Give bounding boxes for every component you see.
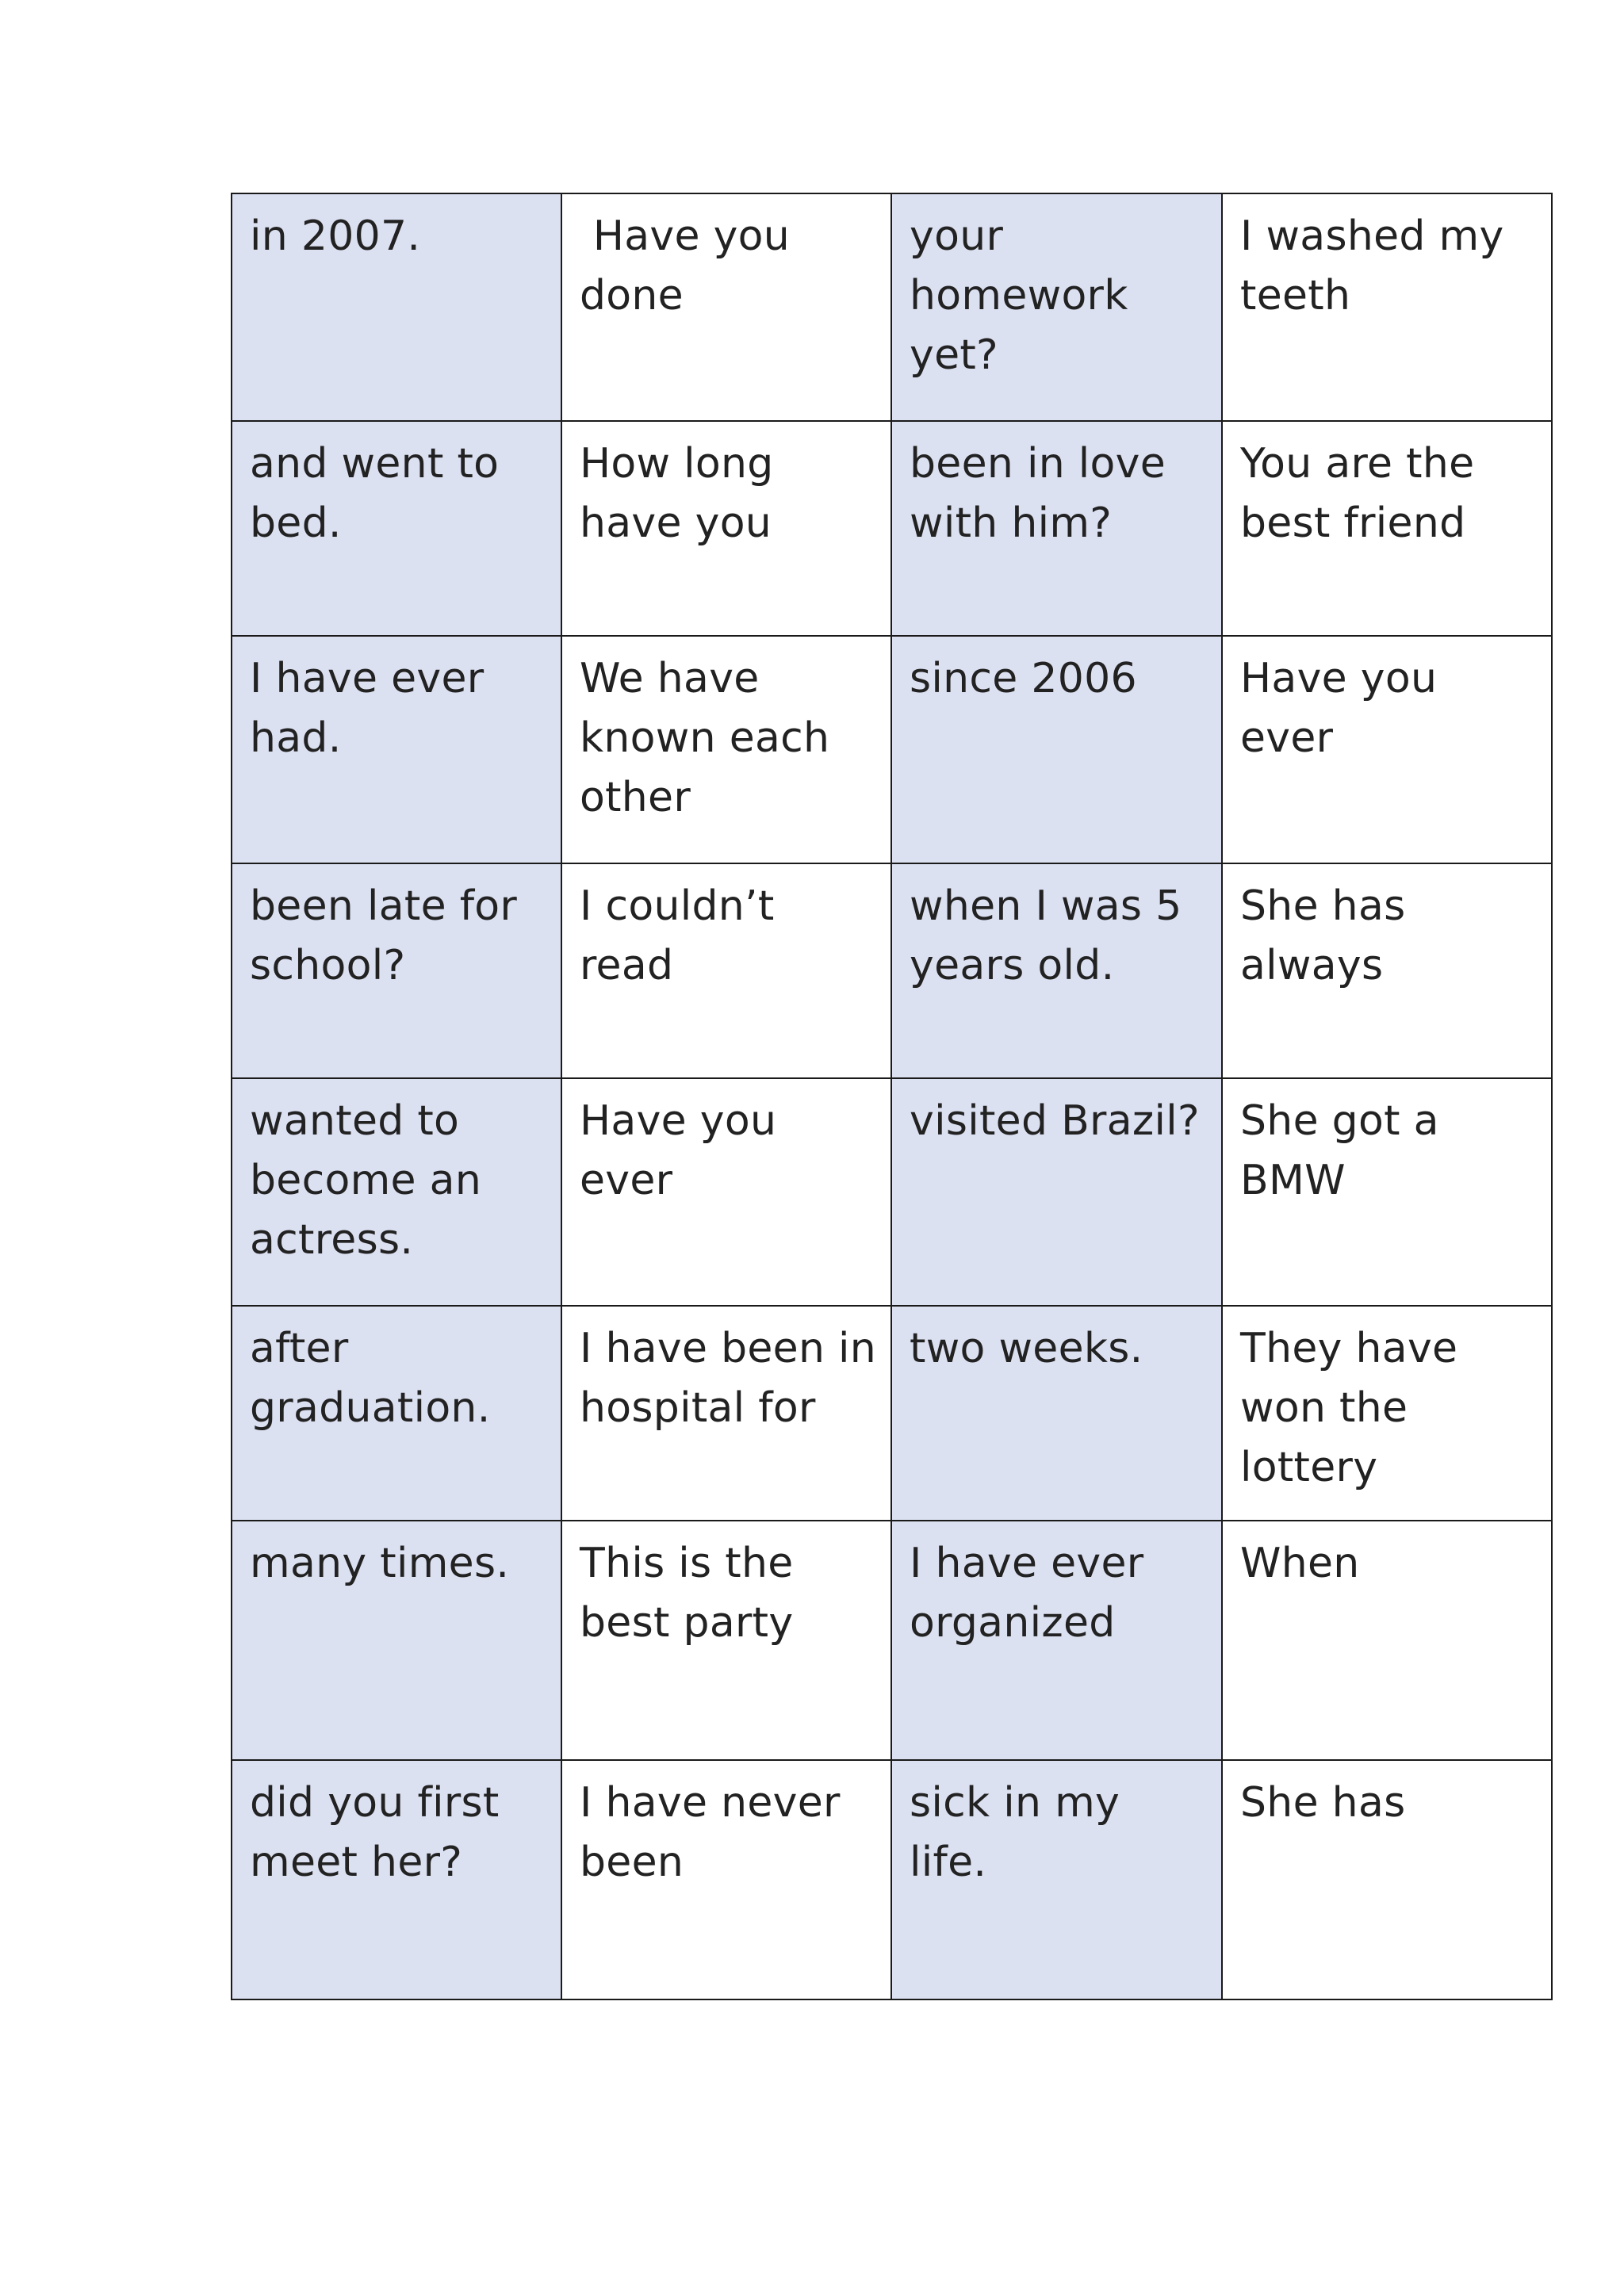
card-cell: When (1222, 1521, 1552, 1760)
card-cell: I washed my teeth (1222, 193, 1552, 421)
card-cell: wanted to become an actress. (232, 1078, 561, 1306)
card-cell: I couldn’t read (561, 863, 891, 1078)
card-cell: You are the best friend (1222, 421, 1552, 636)
card-cell: We have known each other (561, 636, 891, 863)
card-cell: Have you ever (1222, 636, 1552, 863)
card-cell: Have you ever (561, 1078, 891, 1306)
card-cell: How long have you (561, 421, 891, 636)
table-row (232, 1760, 1552, 1999)
card-cell: I have never been (561, 1760, 891, 1999)
card-cell: and went to bed. (232, 421, 561, 636)
card-cell: They have won the lottery (1222, 1306, 1552, 1521)
card-cell: in 2007. (232, 193, 561, 421)
table-row (232, 1521, 1552, 1760)
card-cell: did you first meet her? (232, 1760, 561, 1999)
card-cell: since 2006 (891, 636, 1222, 863)
table-row (232, 636, 1552, 863)
card-cell: been in love with him? (891, 421, 1222, 636)
card-cell: I have ever organized (891, 1521, 1222, 1760)
card-cell: She has always (1222, 863, 1552, 1078)
table-row (232, 421, 1552, 636)
card-cell: visited Brazil? (891, 1078, 1222, 1306)
table-row (232, 1306, 1552, 1521)
card-cell: your homework yet? (891, 193, 1222, 421)
card-cell: been late for school? (232, 863, 561, 1078)
card-cell: This is the best party (561, 1521, 891, 1760)
card-cell: many times. (232, 1521, 561, 1760)
table-row (232, 863, 1552, 1078)
table-row (232, 193, 1552, 421)
card-table (231, 193, 1553, 2000)
card-cell: I have ever had. (232, 636, 561, 863)
card-cell: after graduation. (232, 1306, 561, 1521)
card-cell: She got a BMW (1222, 1078, 1552, 1306)
card-cell: two weeks. (891, 1306, 1222, 1521)
card-cell: sick in my life. (891, 1760, 1222, 1999)
card-cell: when I was 5 years old. (891, 863, 1222, 1078)
card-cell: Have you done (561, 193, 891, 421)
card-cell: She has (1222, 1760, 1552, 1999)
card-cell: I have been in hospital for (561, 1306, 891, 1521)
table-row (232, 1078, 1552, 1306)
